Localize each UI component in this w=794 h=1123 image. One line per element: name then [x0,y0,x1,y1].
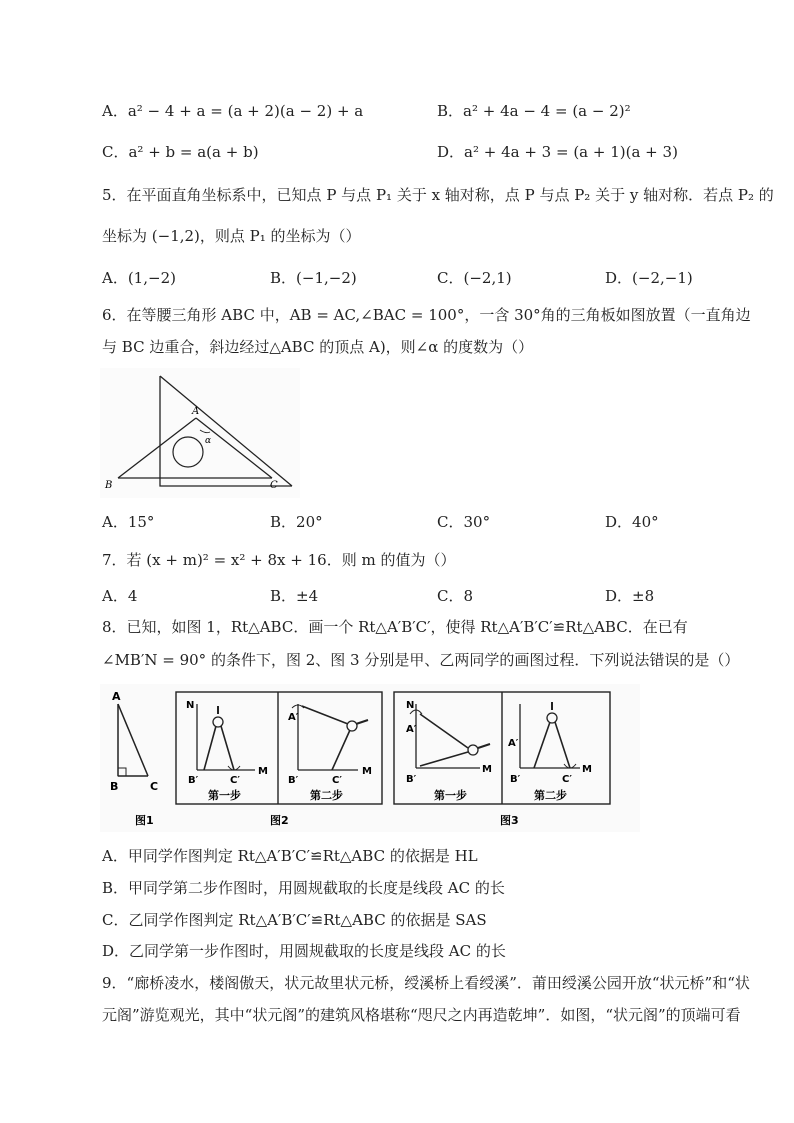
q8-figures [100,684,640,832]
q6-option-a: A．15° [102,513,155,531]
fig3-step1-caption: 第一步 [434,789,467,802]
q5-option-b: B．(−1,−2) [270,269,357,287]
q8-stem-line1: 8．已知，如图 1，Rt△ABC．画一个 Rt△A′B′C′，使得 Rt△A′B′C′≌Rt△ABC．在已有 [102,618,688,636]
q4-option-a: A．a² − 4 + a = (a + 2)(a − 2) + a [102,102,364,120]
fig3-step2-b: B′ [510,774,521,785]
q5-stem-line2: 坐标为 (−1,2)，则点 P₁ 的坐标为（） [102,227,361,245]
fig3-step1-m: M [482,764,492,775]
q8-option-c: C．乙同学作图判定 Rt△A′B′C′≌Rt△ABC 的依据是 SAS [102,911,487,929]
fig3-step2-caption: 第二步 [534,789,567,802]
q6-option-c: C．30° [437,513,491,531]
fig3-step2-a: A′ [508,738,519,749]
fig3-step1-b: B′ [406,774,417,785]
fig2-step2-b: B′ [288,775,299,786]
q6-triangle-figure [100,368,300,498]
q7-stem: 7．若 (x + m)² = x² + 8x + 16．则 m 的值为（） [102,551,456,569]
q4-option-c: C．a² + b = a(a + b) [102,143,259,161]
q5-option-d: D．(−2,−1) [605,269,693,287]
q6-stem-line2: 与 BC 边重合，斜边经过△ABC 的顶点 A)，则∠α 的度数为（） [102,338,534,356]
fig1-label-c: C [150,780,159,793]
fig2-caption: 图2 [270,814,289,827]
fig3-step2-m: M [582,764,592,775]
fig3-step1-a: A′ [406,724,417,735]
fig2-step2-m: M [362,766,372,777]
q8-option-a: A．甲同学作图判定 Rt△A′B′C′≌Rt△ABC 的依据是 HL [102,847,478,865]
q6-label-c: C [270,480,278,491]
q4-option-d: D．a² + 4a + 3 = (a + 1)(a + 3) [437,143,678,161]
q6-label-alpha: α [205,436,212,446]
fig3-step1-n: N [406,700,415,711]
fig3-step2-c: C′ [562,774,572,785]
q7-option-d: D．±8 [605,587,655,605]
fig2-step1-b: B′ [188,775,199,786]
fig1-label-b: B [110,780,119,793]
fig1-caption: 图1 [135,814,154,827]
q8-option-d: D．乙同学第一步作图时，用圆规截取的长度是线段 AC 的长 [102,942,506,960]
fig2-step2-c: C′ [332,775,342,786]
fig2-step1-m: M [258,766,268,777]
q9-stem-line2: 元阁”游览观光，其中“状元阁”的建筑风格堪称“咫尺之内再造乾坤”．如图，“状元阁”的顶端可看 [102,1006,741,1024]
q8-stem-line2: ∠MB′N = 90° 的条件下，图 2、图 3 分别是甲、乙两同学的画图过程．下列说法错误的是（） [102,651,740,669]
q8-option-b: B．甲同学第二步作图时，用圆规截取的长度是线段 AC 的长 [102,879,505,897]
q5-option-c: C．(−2,1) [437,269,512,287]
q9-stem-line1: 9．“廊桥凌水，楼阁傲天，状元故里状元桥，绶溪桥上看绶溪”．莆田绶溪公园开放“状元桥”和“状 [102,974,750,992]
fig1-label-a: A [112,690,121,703]
q6-option-b: B．20° [270,513,323,531]
q7-option-b: B．±4 [270,587,319,605]
q6-label-b: B [105,480,113,491]
q4-option-b: B．a² + 4a − 4 = (a − 2)² [437,102,631,120]
fig2-step2-caption: 第二步 [310,789,343,802]
q5-option-a: A．(1,−2) [102,269,176,287]
q6-stem-line1: 6．在等腰三角形 ABC 中，AB = AC,∠BAC = 100°，一含 30°角的三角板如图放置（一直角边 [102,306,751,324]
fig2-step2-a: A′ [288,712,299,723]
q7-option-a: A．4 [102,587,138,605]
q6-option-d: D．40° [605,513,659,531]
fig2-step1-caption: 第一步 [208,789,241,802]
q6-label-a: A [192,406,200,417]
fig2-step1-n: N [186,700,195,711]
q5-stem-line1: 5．在平面直角坐标系中，已知点 P 与点 P₁ 关于 x 轴对称，点 P 与点 P₂ 关于 y 轴对称．若点 P₂ 的 [102,186,774,204]
fig3-caption: 图3 [500,814,519,827]
fig2-step1-c: C′ [230,775,240,786]
q7-option-c: C．8 [437,587,474,605]
